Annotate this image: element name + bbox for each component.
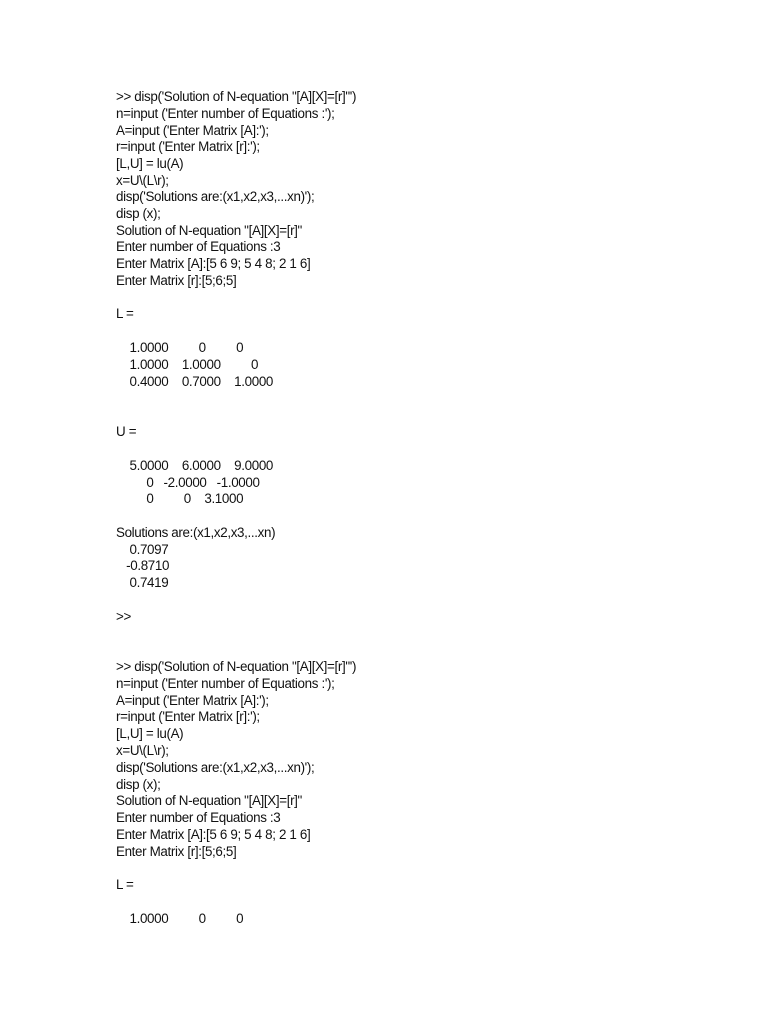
matrix-row: 5.0000 6.0000 9.0000 bbox=[116, 458, 274, 473]
matrix-row: 0 -2.0000 -1.0000 bbox=[116, 475, 260, 490]
text-line: Enter Matrix [r]:[5;6;5] bbox=[116, 844, 237, 859]
matrix-row: 1.0000 1.0000 0 bbox=[116, 357, 259, 372]
text-line: disp (x); bbox=[116, 777, 161, 792]
text-line: >> disp('Solution of N-equation "[A][X]=[r]"') bbox=[116, 89, 357, 104]
text-line: U = bbox=[116, 424, 137, 439]
text-line: Solution of N-equation "[A][X]=[r]" bbox=[116, 223, 302, 238]
text-line: disp('Solutions are:(x1,x2,x3,...xn)'); bbox=[116, 189, 315, 204]
text-line: x=U\(L\r); bbox=[116, 173, 169, 188]
text-line: A=input ('Enter Matrix [A]:'); bbox=[116, 693, 269, 708]
text-line: disp('Solutions are:(x1,x2,x3,...xn)'); bbox=[116, 760, 315, 775]
matrix-row: 0 0 3.1000 bbox=[116, 491, 244, 506]
text-line: n=input ('Enter number of Equations :'); bbox=[116, 676, 335, 691]
text-line: Enter Matrix [A]:[5 6 9; 5 4 8; 2 1 6] bbox=[116, 827, 311, 842]
text-line: x=U\(L\r); bbox=[116, 743, 169, 758]
text-line: Solutions are:(x1,x2,x3,...xn) bbox=[116, 525, 276, 540]
text-line: disp (x); bbox=[116, 206, 161, 221]
text-line: Enter Matrix [r]:[5;6;5] bbox=[116, 273, 237, 288]
matrix-row: 1.0000 0 0 bbox=[116, 911, 244, 926]
text-line: L = bbox=[116, 306, 134, 321]
matrix-row: 0.4000 0.7000 1.0000 bbox=[116, 374, 274, 389]
text-line: [L,U] = lu(A) bbox=[116, 156, 184, 171]
text-line: >> disp('Solution of N-equation "[A][X]=[r]"') bbox=[116, 659, 357, 674]
text-line: L = bbox=[116, 877, 134, 892]
solution-value: 0.7419 bbox=[116, 575, 169, 590]
text-line: A=input ('Enter Matrix [A]:'); bbox=[116, 123, 269, 138]
matrix-row: 1.0000 0 0 bbox=[116, 340, 244, 355]
text-line: Solution of N-equation "[A][X]=[r]" bbox=[116, 793, 302, 808]
text-line: Enter number of Equations :3 bbox=[116, 239, 281, 254]
text-line: r=input ('Enter Matrix [r]:'); bbox=[116, 139, 260, 154]
solution-value: 0.7097 bbox=[116, 542, 169, 557]
prompt: >> bbox=[116, 609, 131, 624]
text-line: Enter Matrix [A]:[5 6 9; 5 4 8; 2 1 6] bbox=[116, 256, 311, 271]
text-line: r=input ('Enter Matrix [r]:'); bbox=[116, 709, 260, 724]
text-line: Enter number of Equations :3 bbox=[116, 810, 281, 825]
solution-value: -0.8710 bbox=[116, 558, 170, 573]
text-line: n=input ('Enter number of Equations :'); bbox=[116, 106, 335, 121]
text-line: [L,U] = lu(A) bbox=[116, 726, 184, 741]
